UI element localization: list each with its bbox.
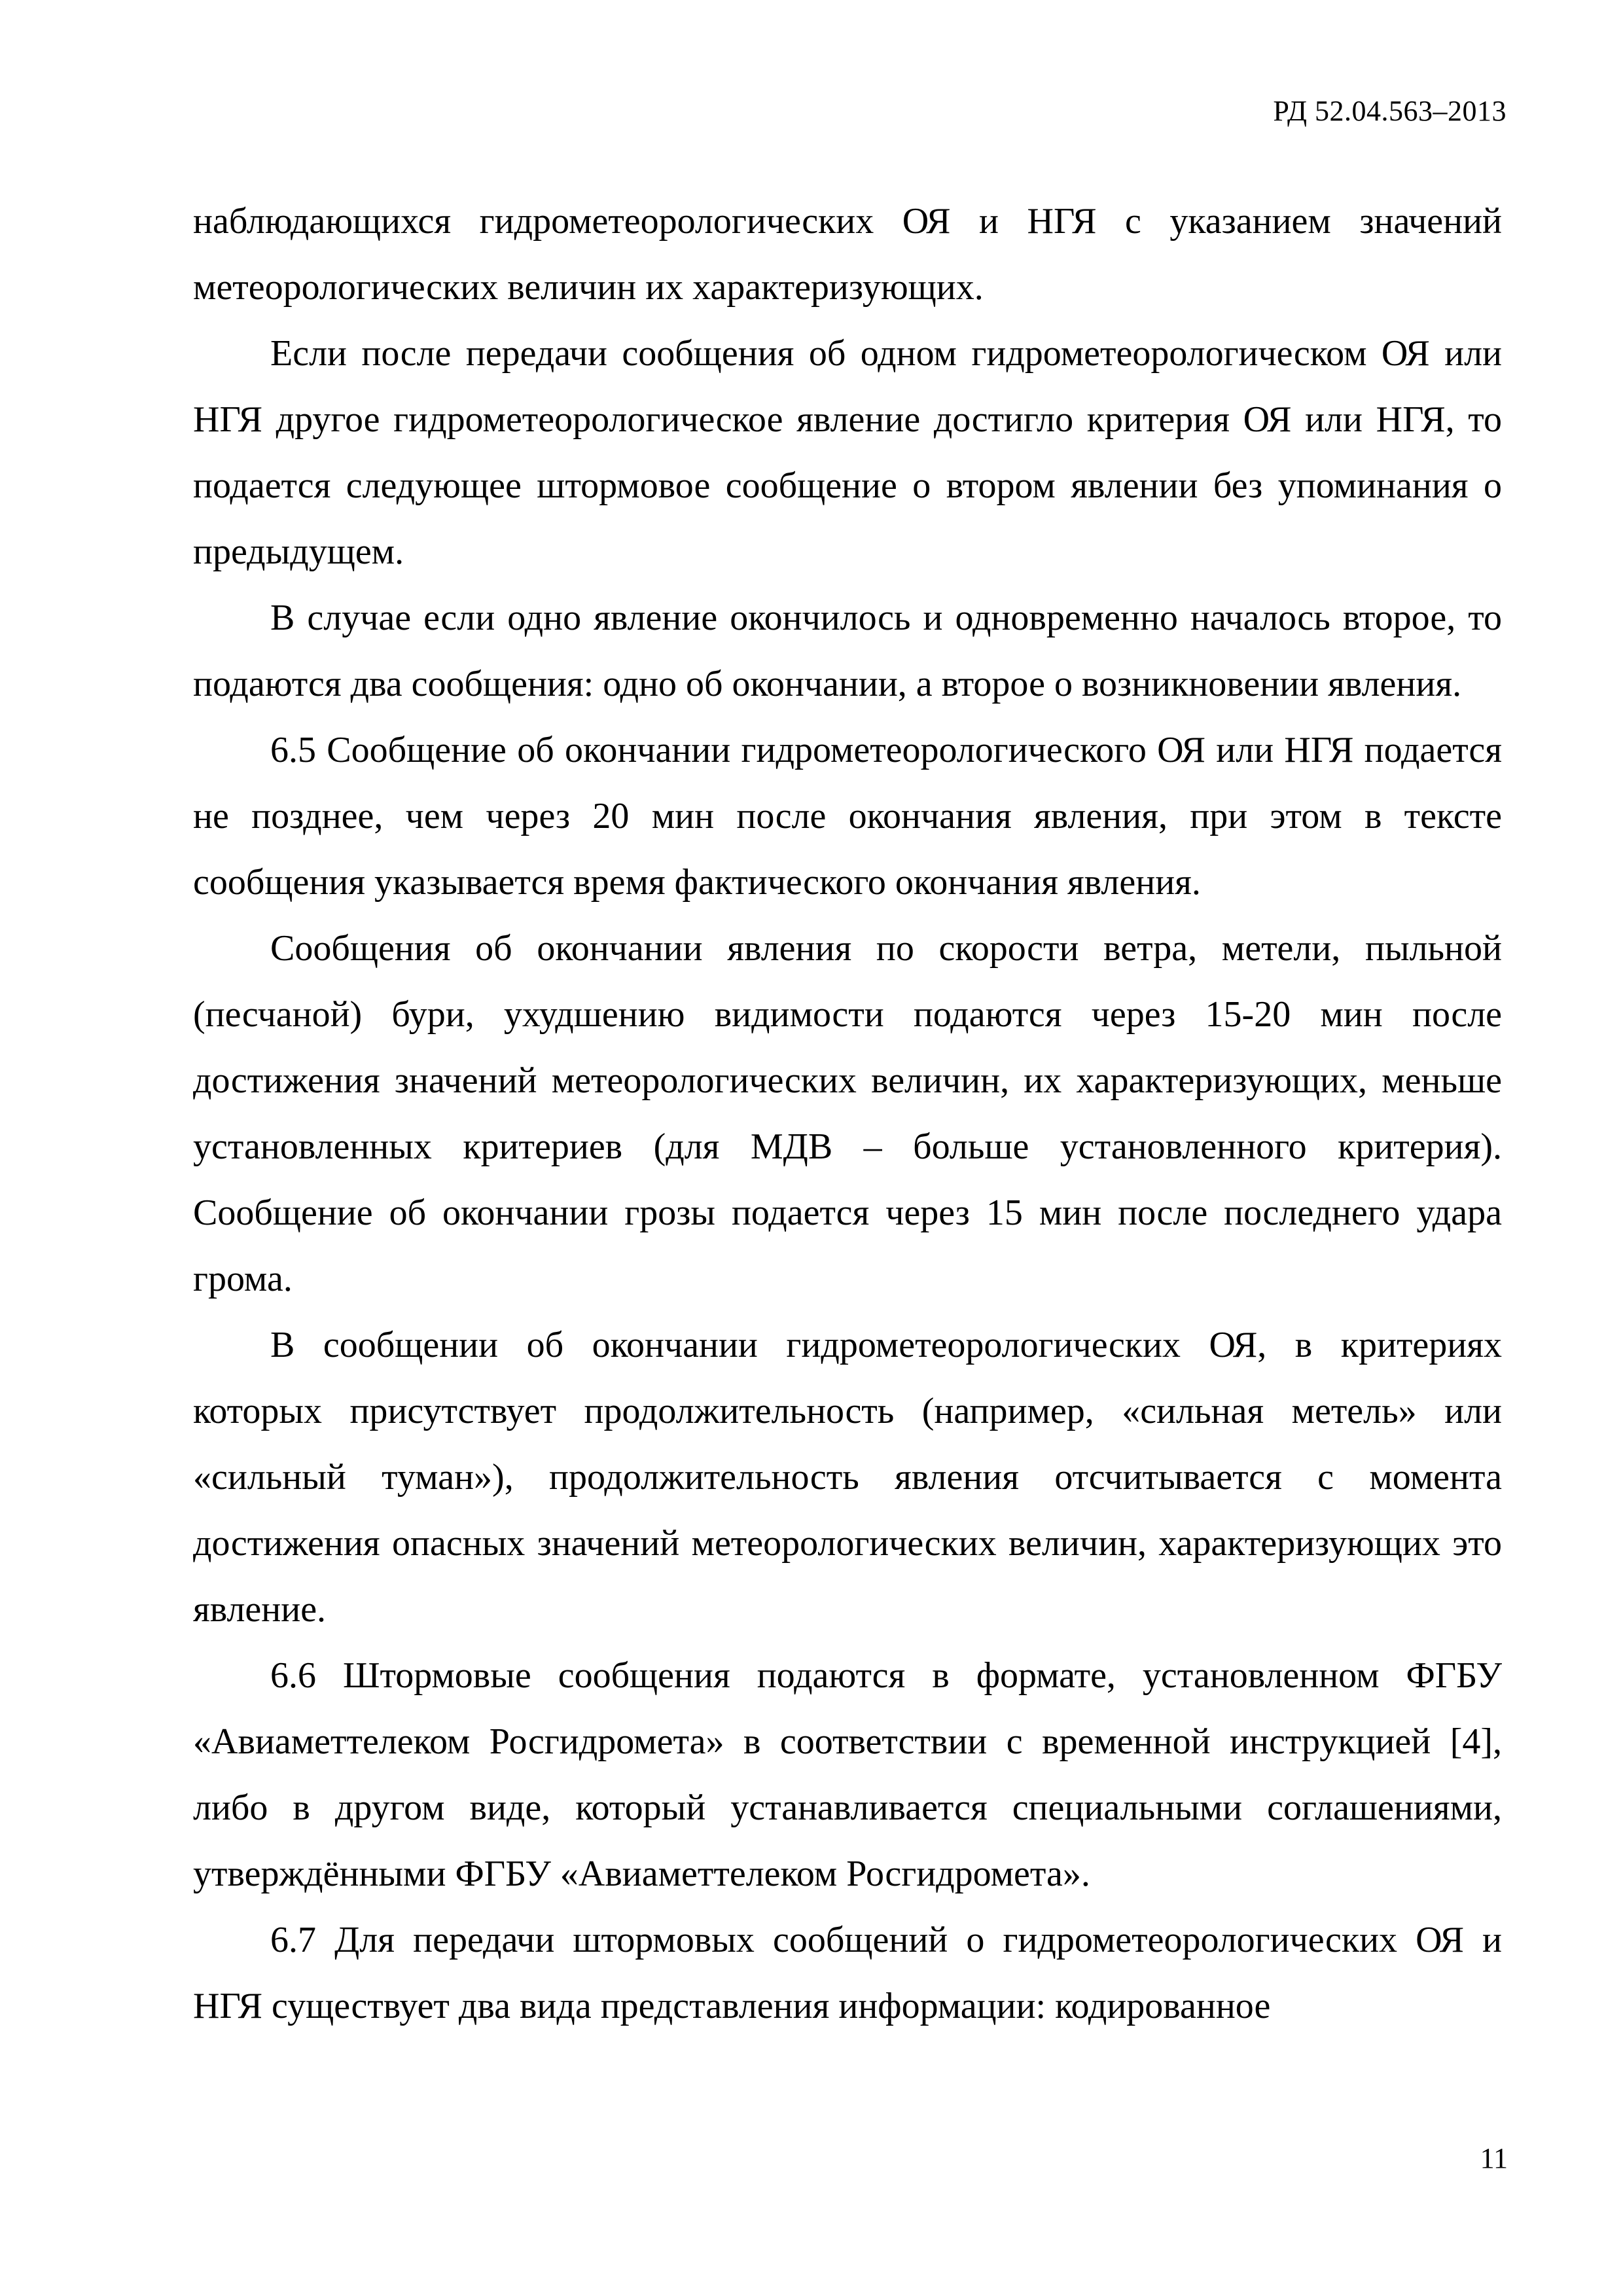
paragraph-6-5: 6.5 Сообщение об окончании гидрометеорологического ОЯ или НГЯ подается не позднее, чем через 20 мин после окончания явления, при этом в тексте сообщения указывается время фактического окончания явления.: [193, 730, 1502, 903]
paragraph-continuation: наблюдающихся гидрометеорологических ОЯ и НГЯ с указанием значений метеорологических величин их характеризующих.: [193, 201, 1502, 308]
page-number: 11: [1480, 2142, 1508, 2174]
paragraph-two-messages: В случае если одно явление окончилось и одновременно началось второе, то подаются два сообщения: одно об окончании, а второе о возникновении явления.: [193, 598, 1502, 704]
paragraph-6-7: 6.7 Для передачи штормовых сообщений о гидрометеорологических ОЯ и НГЯ существует два вида представления информации: кодированное: [193, 1920, 1502, 2026]
paragraph-wind-end-messages: Сообщения об окончании явления по скорости ветра, метели, пыльной (песчаной) бури, ухудшению видимости подаются через 15-20 мин после достижения значений метеорологических величин, их характеризующих, меньше установленных критериев (для МДВ – больше установленного критерия). Сообщение об окончании грозы подается через 15 мин после последнего удара грома.: [193, 928, 1502, 1299]
document-code: РД 52.04.563–2013: [1273, 95, 1507, 127]
paragraph-storm-message-second-phenomenon: Если после передачи сообщения об одном гидрометеорологическом ОЯ или НГЯ другое гидрометеорологическое явление достигло критерия ОЯ или НГЯ, то подается следующее штормовое сообщение о втором явлении без упоминания о предыдущем.: [193, 333, 1502, 572]
paragraph-duration-criteria: В сообщении об окончании гидрометеорологических ОЯ, в критериях которых присутствует продолжительность (например, «сильная метель» или «сильный туман»), продолжительность явления отсчитывается с момента достижения опасных значений метеорологических величин, характеризующих это явление.: [193, 1325, 1502, 1630]
paragraph-6-6: 6.6 Штормовые сообщения подаются в формате, установленном ФГБУ «Авиаметтелеком Росгидромета» в соответствии с временной инструкцией [4], либо в другом виде, который устанавливается специальными соглашениями, утверждёнными ФГБУ «Авиаметтелеком Росгидромета».: [193, 1655, 1502, 1894]
body-text: [193, 188, 1502, 2039]
